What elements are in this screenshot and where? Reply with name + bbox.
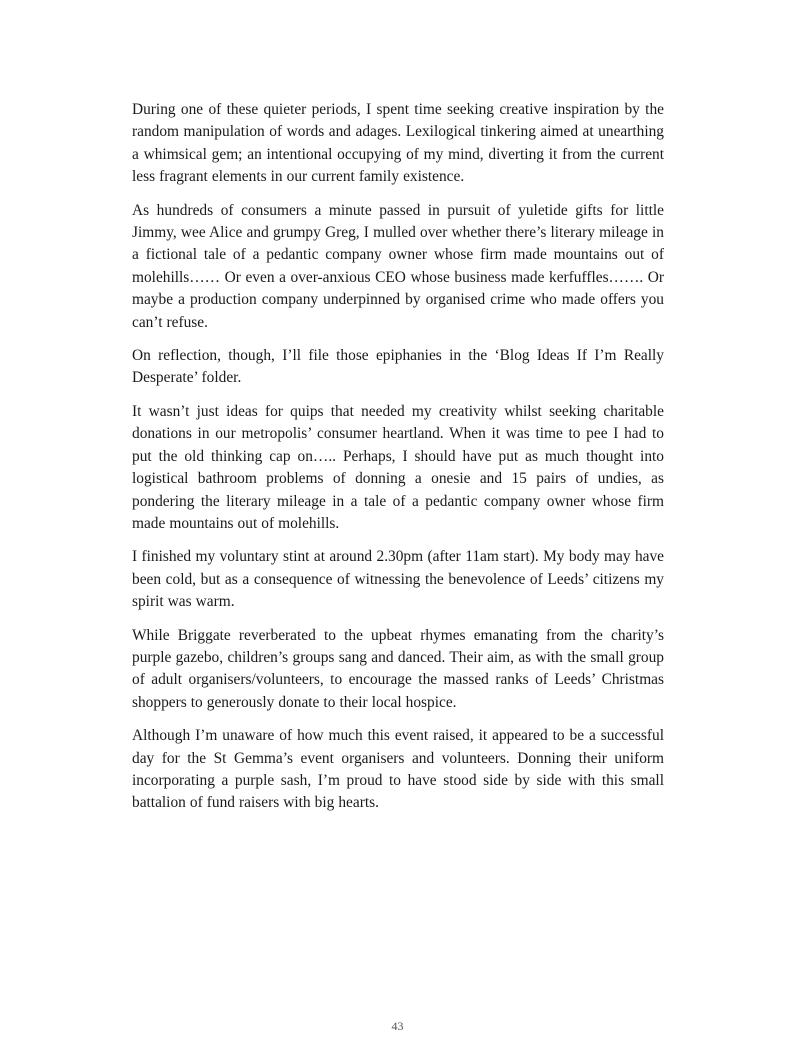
paragraph-reflection: On reflection, though, I’ll file those epiphanies in the ‘Blog Ideas If I’m Really Desperate’ folder. — [132, 347, 664, 387]
paragraph-creativity-bathroom: It wasn’t just ideas for quips that needed my creativity whilst seeking charitable donations in our metropolis’ consumer heartland. When it was time to pee I had to put the old thinking cap on….. Perhaps, I should have put as much thought into logistical bathroom problems of donning a onesie and 15 pairs of undies, as pondering the literary mileage in a tale of a pedantic company owner whose firm made mountains out of molehills. — [132, 402, 664, 532]
body-text — [132, 99, 664, 826]
paragraph-quieter-periods: During one of these quieter periods, I spent time seeking creative inspiration by the random manipulation of words and adages. Lexilogical tinkering aimed at unearthing a whimsical gem; an intentional occupying of my mind, diverting it from the current less fragrant elements in our current family existence. — [132, 101, 664, 186]
paragraph-event-raised: Although I’m unaware of how much this event raised, it appeared to be a successful day for the St Gemma’s event organisers and volunteers. Donning their uniform incorporating a purple sash, I’m proud to have stood side by side with this small battalion of fund raisers with big hearts. — [132, 727, 664, 812]
page-number: 43 — [391, 1019, 404, 1033]
paragraph-briggate: While Briggate reverberated to the upbeat rhymes emanating from the charity’s purple gazebo, children’s groups sang and danced. Their aim, as with the small group of adult organisers/volunteers, to encourage the massed ranks of Leeds’ Christmas shoppers to generously donate to their local hospice. — [132, 626, 664, 711]
paragraph-yuletide-shoppers: As hundreds of consumers a minute passed in pursuit of yuletide gifts for little Jimmy, wee Alice and grumpy Greg, I mulled over whether there’s literary mileage in a fictional tale of a pedantic company owner whose firm made mountains out of molehills…… Or even a over-anxious CEO whose business made kerfuffles……. Or maybe a production company underpinned by organised crime who made offers you can’t refuse. — [132, 201, 664, 331]
paragraph-voluntary-stint: I finished my voluntary stint at around 2.30pm (after 11am start). My body may have been cold, but as a consequence of witnessing the benevolence of Leeds’ citizens my spirit was warm. — [132, 548, 664, 611]
